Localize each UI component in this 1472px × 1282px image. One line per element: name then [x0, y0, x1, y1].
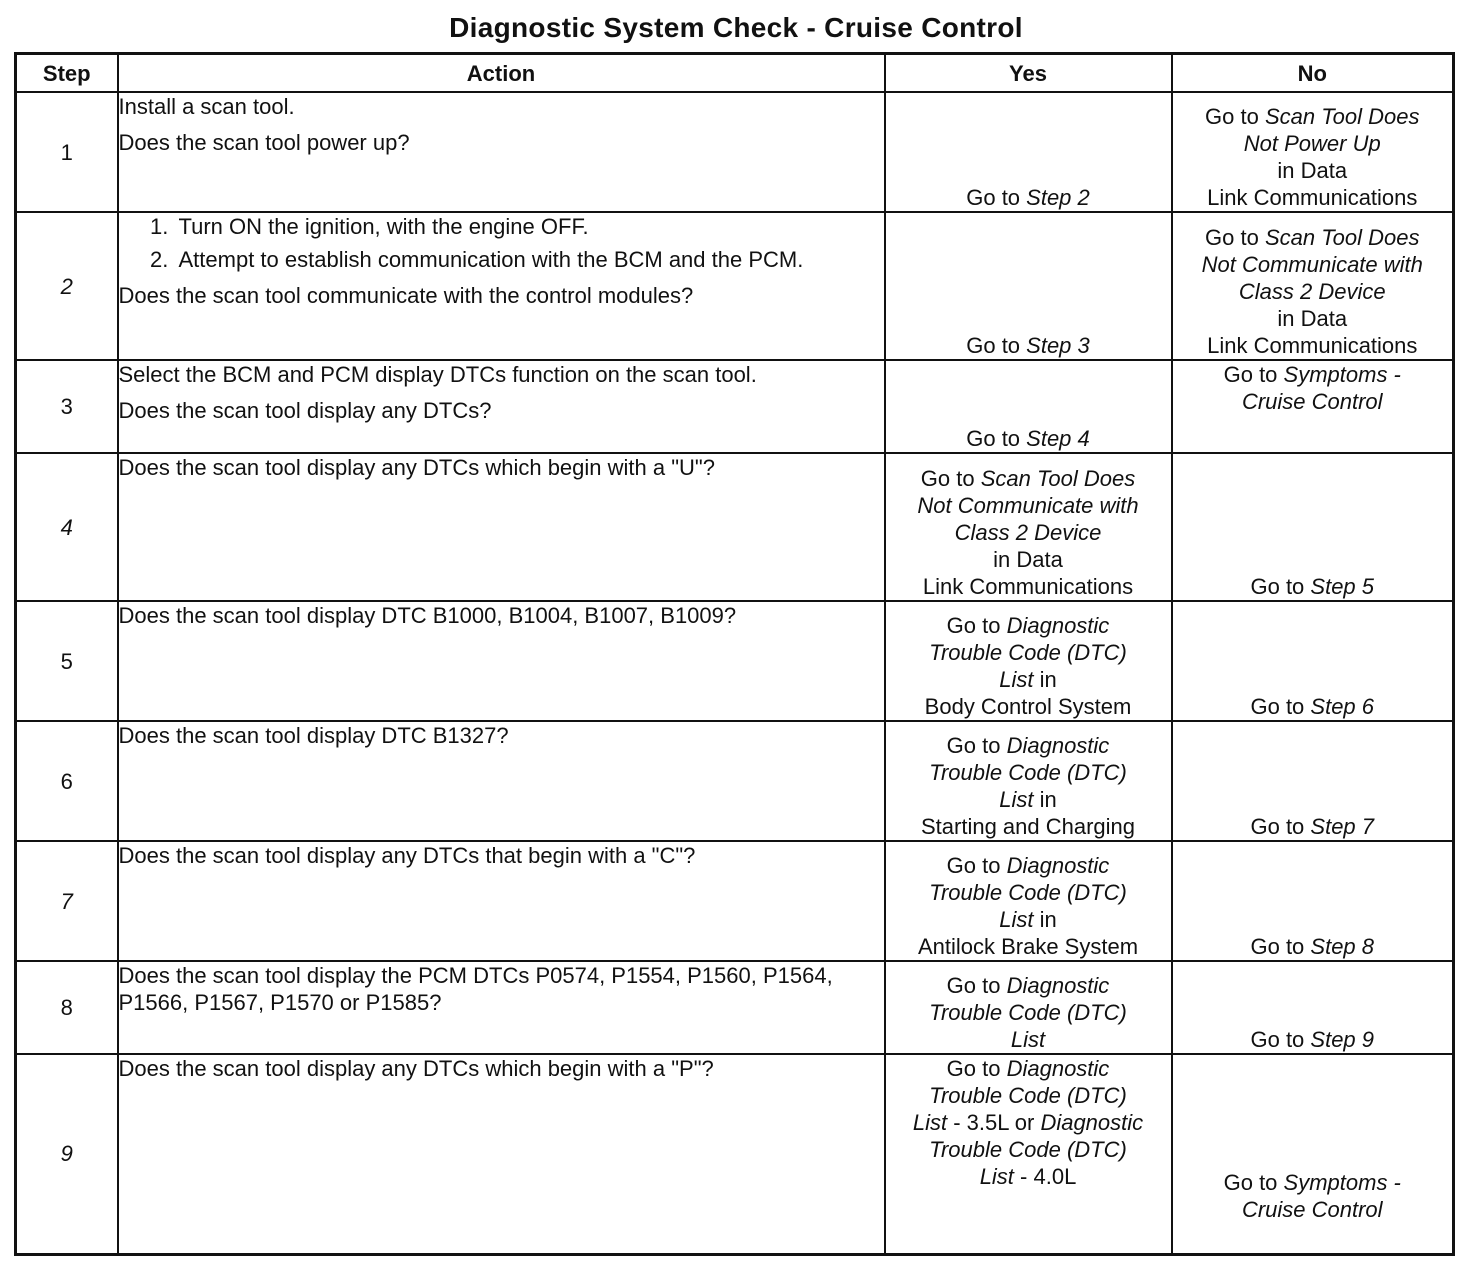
yes-prefix: Go to: [966, 426, 1027, 451]
yes-line: [886, 852, 1171, 879]
step-number-text: 8: [60, 995, 73, 1020]
yes-cell: [885, 92, 1172, 212]
step-number: [16, 453, 118, 601]
yes-line: in Data: [993, 547, 1063, 572]
yes-line: [886, 519, 1171, 546]
action-cell: [118, 841, 885, 961]
step-link[interactable]: Step 7: [1310, 814, 1375, 839]
table-row: [16, 961, 1454, 1054]
reference-link[interactable]: Diagnostic: [1006, 733, 1110, 758]
reference-link[interactable]: List: [999, 907, 1034, 932]
no-cell: [1172, 1054, 1454, 1254]
step-number: [16, 601, 118, 721]
step-link[interactable]: Step 6: [1310, 694, 1375, 719]
reference-link[interactable]: Trouble Code (DTC): [929, 1083, 1127, 1108]
step-number-text: 5: [60, 648, 73, 674]
no-line: [1173, 130, 1453, 157]
no-cell: [1172, 961, 1454, 1054]
table-row: [16, 1054, 1454, 1254]
yes-prefix: Go to: [966, 333, 1027, 358]
step-number: [16, 360, 118, 453]
yes-line: Link Communications: [922, 574, 1134, 599]
no-line: [1173, 933, 1453, 960]
step-number: [16, 212, 118, 360]
no-line: [1173, 693, 1453, 720]
yes-cell: [885, 453, 1172, 601]
no-line: [1173, 1169, 1453, 1196]
no-line: in Data: [1277, 306, 1348, 331]
step-number-text: 2: [60, 273, 73, 299]
no-line: [1173, 1196, 1453, 1223]
step-number-text: 3: [60, 394, 73, 419]
action-question: Does the scan tool display DTC B1327?: [118, 723, 509, 748]
reference-link[interactable]: Not Power Up: [1243, 131, 1381, 156]
no-line: [1173, 224, 1453, 251]
reference-link[interactable]: Class 2 Device: [1238, 279, 1386, 304]
yes-prefix: Go to: [946, 853, 1007, 878]
yes-line: [886, 425, 1171, 452]
no-line: [1173, 388, 1453, 415]
yes-line: [886, 786, 1171, 813]
yes-prefix: Go to: [966, 185, 1027, 210]
step-number: [16, 721, 118, 841]
action-text: Select the BCM and PCM display DTCs function on the scan tool.: [118, 362, 757, 387]
step-number: [16, 1054, 118, 1254]
no-line: [1173, 251, 1453, 278]
yes-line: [886, 465, 1171, 492]
step-number-text: 1: [60, 139, 73, 165]
yes-connector: in: [1033, 907, 1057, 932]
no-line: [1173, 361, 1453, 388]
yes-prefix: Go to: [946, 1056, 1007, 1081]
no-cell: [1172, 92, 1454, 212]
yes-line: [886, 906, 1171, 933]
reference-link[interactable]: Trouble Code (DTC): [929, 1000, 1127, 1025]
yes-cell: [885, 961, 1172, 1054]
yes-connector: in: [1033, 787, 1057, 812]
step-link[interactable]: Step 8: [1310, 934, 1375, 959]
action-cell: [118, 961, 885, 1054]
yes-line: [886, 1082, 1171, 1109]
action-question: Does the scan tool power up?: [118, 130, 410, 155]
yes-prefix: Go to: [946, 733, 1007, 758]
action-cell: [118, 92, 885, 212]
table-row: [16, 841, 1454, 961]
reference-link[interactable]: Diagnostic: [1040, 1110, 1144, 1135]
no-cell: [1172, 841, 1454, 961]
reference-link[interactable]: Cruise Control: [1241, 1196, 1383, 1222]
yes-line: [886, 184, 1171, 211]
yes-line: Starting and Charging: [920, 814, 1136, 839]
yes-prefix: Go to: [946, 613, 1007, 638]
action-question: Does the scan tool display any DTCs that begin with a "C"?: [118, 843, 696, 868]
action-cell: [118, 1054, 885, 1254]
column-header-step: Step: [16, 54, 118, 93]
reference-link[interactable]: Trouble Code (DTC): [929, 640, 1127, 665]
no-prefix: Go to: [1205, 225, 1265, 250]
step-link[interactable]: Step 2: [1026, 185, 1090, 210]
table-row: [16, 453, 1454, 601]
action-question: Does the scan tool display DTC B1000, B1004, B1007, B1009?: [118, 603, 737, 628]
no-cell: [1172, 601, 1454, 721]
yes-prefix: Go to: [946, 973, 1007, 998]
reference-link[interactable]: List: [912, 1110, 948, 1135]
action-step: 1. Turn ON the ignition, with the engine OFF.: [175, 213, 884, 240]
yes-line: [886, 1026, 1171, 1053]
yes-line: [886, 1055, 1171, 1082]
action-question: Does the scan tool display any DTCs?: [118, 398, 492, 423]
no-cell: [1172, 212, 1454, 360]
reference-link[interactable]: Symptoms -: [1283, 362, 1401, 387]
action-question: Does the scan tool display any DTCs which begin with a "P"?: [118, 1056, 714, 1081]
yes-line: Body Control System: [924, 694, 1132, 719]
reference-link[interactable]: Trouble Code (DTC): [929, 1137, 1127, 1162]
no-prefix: Go to: [1223, 362, 1284, 387]
yes-line: Antilock Brake System: [917, 934, 1139, 959]
step-number-text: 9: [60, 1141, 73, 1167]
column-header-yes: Yes: [885, 54, 1172, 93]
yes-cell: [885, 1054, 1172, 1254]
no-line: [1173, 103, 1453, 130]
yes-line: [886, 972, 1171, 999]
no-prefix: Go to: [1250, 694, 1311, 719]
reference-link[interactable]: Scan Tool Does: [1264, 104, 1420, 129]
reference-link[interactable]: Trouble Code (DTC): [929, 880, 1127, 905]
table-row: [16, 601, 1454, 721]
table-row: [16, 212, 1454, 360]
no-line: [1173, 278, 1453, 305]
yes-line: [886, 612, 1171, 639]
yes-line: [886, 666, 1171, 693]
yes-cell: [885, 360, 1172, 453]
no-line: in Data: [1277, 158, 1348, 183]
step-number: [16, 92, 118, 212]
yes-line: [886, 732, 1171, 759]
yes-prefix: Go to: [920, 466, 981, 491]
reference-link[interactable]: Diagnostic: [1006, 1056, 1110, 1081]
yes-line: [886, 1163, 1171, 1190]
yes-connector: - 3.5L or: [947, 1110, 1041, 1135]
no-prefix: Go to: [1250, 934, 1311, 959]
no-cell: [1172, 453, 1454, 601]
action-text: Install a scan tool.: [118, 94, 295, 119]
yes-line: [886, 492, 1171, 519]
reference-link[interactable]: Scan Tool Does: [980, 466, 1136, 491]
step-number: [16, 961, 118, 1054]
step-link[interactable]: Step 5: [1310, 574, 1375, 599]
yes-line: [886, 332, 1171, 359]
reference-link[interactable]: Trouble Code (DTC): [929, 760, 1127, 785]
reference-link[interactable]: List: [999, 787, 1034, 812]
no-prefix: Go to: [1250, 814, 1311, 839]
no-line: [1173, 573, 1453, 600]
step-number-text: 6: [60, 768, 73, 794]
no-line: Link Communications: [1207, 333, 1418, 358]
reference-link[interactable]: Symptoms -: [1283, 1169, 1401, 1195]
reference-link[interactable]: Cruise Control: [1241, 389, 1383, 414]
reference-link[interactable]: Not Communicate with: [917, 493, 1139, 518]
yes-cell: [885, 721, 1172, 841]
step-link[interactable]: Step 9: [1310, 1027, 1375, 1052]
no-prefix: Go to: [1223, 1169, 1284, 1195]
yes-line: [886, 759, 1171, 786]
yes-connector: in: [1033, 667, 1057, 692]
yes-cell: [885, 841, 1172, 961]
action-steps-list: [119, 213, 884, 273]
action-question: Does the scan tool communicate with the control modules?: [118, 283, 694, 308]
no-line: [1173, 813, 1453, 840]
reference-link[interactable]: Diagnostic: [1006, 613, 1110, 638]
no-cell: [1172, 721, 1454, 841]
no-line: [1173, 1026, 1453, 1053]
table-row: [16, 360, 1454, 453]
yes-line: [886, 879, 1171, 906]
no-prefix: Go to: [1205, 104, 1265, 129]
yes-cell: [885, 601, 1172, 721]
action-step: 2. Attempt to establish communication with the BCM and the PCM.: [175, 246, 884, 273]
yes-line: [886, 639, 1171, 666]
column-header-action: Action: [118, 54, 885, 93]
no-prefix: Go to: [1250, 574, 1311, 599]
reference-link[interactable]: Not Communicate with: [1201, 252, 1423, 277]
action-cell: [118, 212, 885, 360]
action-cell: [118, 601, 885, 721]
reference-link[interactable]: Scan Tool Does: [1264, 225, 1420, 250]
step-number-text: 7: [60, 888, 73, 914]
reference-link[interactable]: List: [979, 1164, 1014, 1189]
step-link[interactable]: Step 3: [1026, 333, 1090, 358]
reference-link[interactable]: List: [999, 667, 1034, 692]
reference-link[interactable]: Class 2 Device: [954, 520, 1102, 545]
no-prefix: Go to: [1250, 1027, 1311, 1052]
no-cell: [1172, 360, 1454, 453]
reference-link[interactable]: List: [1010, 1027, 1046, 1052]
step-number-text: 4: [60, 514, 73, 540]
action-question: Does the scan tool display any DTCs which begin with a "U"?: [118, 455, 715, 480]
table-row: [16, 721, 1454, 841]
action-cell: [118, 721, 885, 841]
yes-line: [886, 1136, 1171, 1163]
action-cell: [118, 453, 885, 601]
diagnostic-table: [14, 52, 1455, 1256]
step-link[interactable]: Step 4: [1026, 426, 1090, 451]
yes-line: [886, 999, 1171, 1026]
column-header-no: No: [1172, 54, 1454, 93]
yes-cell: [885, 212, 1172, 360]
action-question: Does the scan tool display the PCM DTCs P0574, P1554, P1560, P1564, P1566, P1567, P1570 or P1585?: [118, 963, 833, 1015]
yes-connector: - 4.0L: [1013, 1164, 1077, 1189]
table-row: [16, 92, 1454, 212]
step-number: [16, 841, 118, 961]
no-line: Link Communications: [1207, 185, 1418, 210]
reference-link[interactable]: Diagnostic: [1006, 853, 1110, 878]
action-cell: [118, 360, 885, 453]
yes-line: [886, 1109, 1171, 1136]
page-title: Diagnostic System Check - Cruise Control: [449, 12, 1023, 43]
table-header-row: [16, 54, 1454, 93]
reference-link[interactable]: Diagnostic: [1006, 973, 1110, 998]
